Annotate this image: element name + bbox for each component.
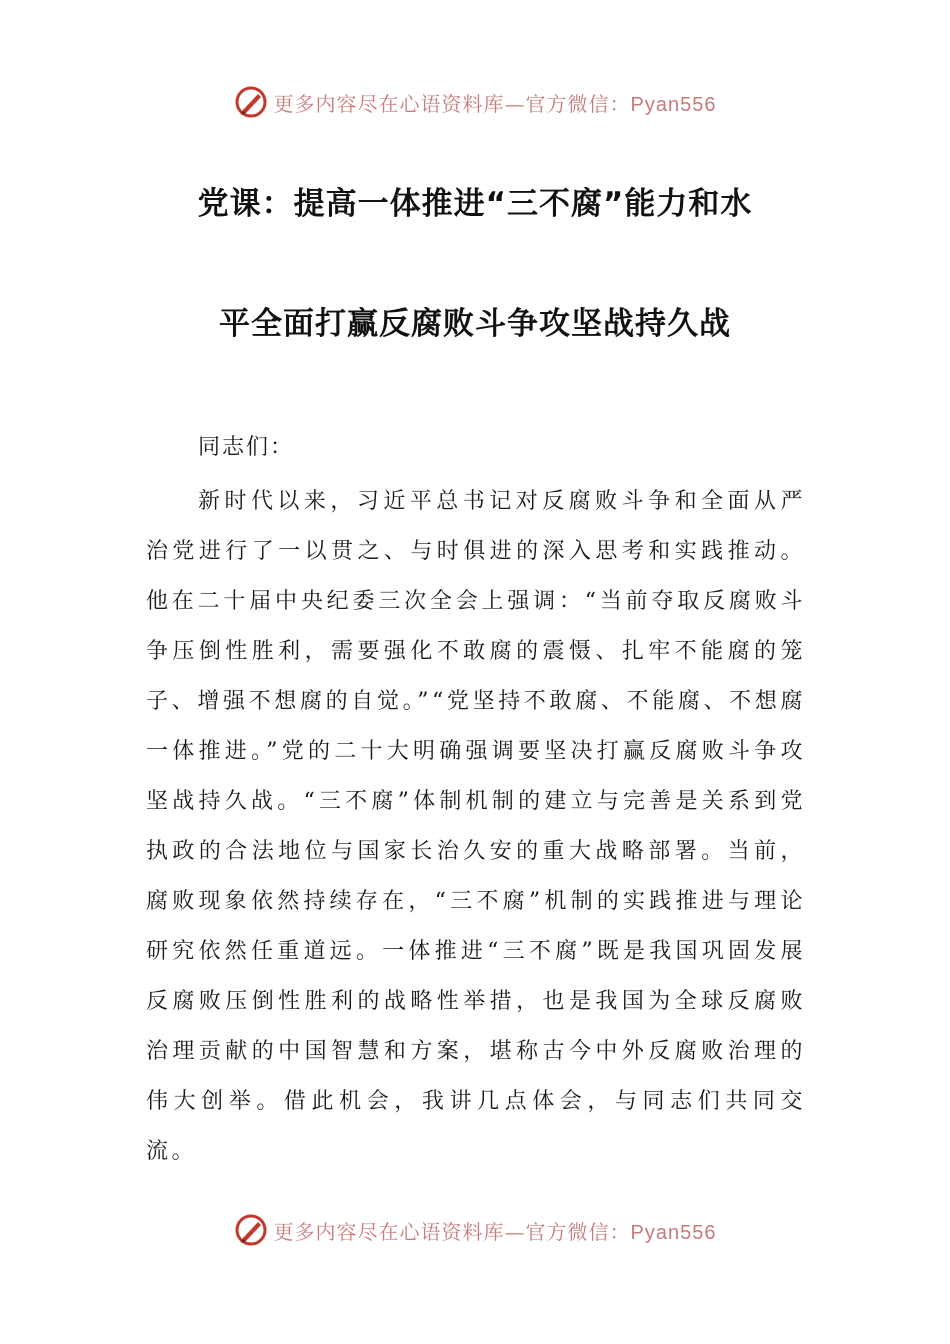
body-paragraph: 新时代以来，习近平总书记对反腐败斗争和全面从严治党进行了一以贯之、与时俱进的深入思考和实践推动。他在二十届中央纪委三次全会上强调：“当前夺取反腐败斗争压倒性胜利，需要强化不敢腐的震慑、扎牢不能腐的笼子、增强不想腐的自觉。”“党坚持不敢腐、不能腐、不想腐一体推进。”党的二十大明确强调要坚决打赢反腐败斗争攻坚战持久战。“三不腐”体制机制的建立与完善是关系到党执政的合法地位与国家长治久安的重大战略部署。当前，腐败现象依然持续存在，“三不腐”机制的实践推进与理论研究依然任重道远。一体推进“三不腐”既是我国巩固发展反腐败压倒性胜利的战略性举措，也是我国为全球反腐败治理贡献的中国智慧和方案，堪称古今中外反腐败治理的伟大创举。借此机会，我讲几点体会，与同志们共同交流。	[146, 489, 806, 1164]
document-title-line-2: 平全面打赢反腐败斗争攻坚战持久战	[219, 306, 731, 342]
pen-logo-icon	[234, 1213, 268, 1247]
banner-text: 更多内容尽在心语资料库—官方微信：Pyan556	[273, 91, 717, 116]
document-title-line-1: 党课：提高一体推进“三不腐”能力和水	[197, 186, 753, 222]
banner-text: 更多内容尽在心语资料库—官方微信：Pyan556	[273, 1219, 717, 1244]
watermark-banner-bottom	[0, 1210, 950, 1250]
pen-logo-icon	[234, 85, 268, 119]
salutation: 同志们：	[198, 435, 295, 460]
watermark-banner-top	[0, 82, 950, 122]
